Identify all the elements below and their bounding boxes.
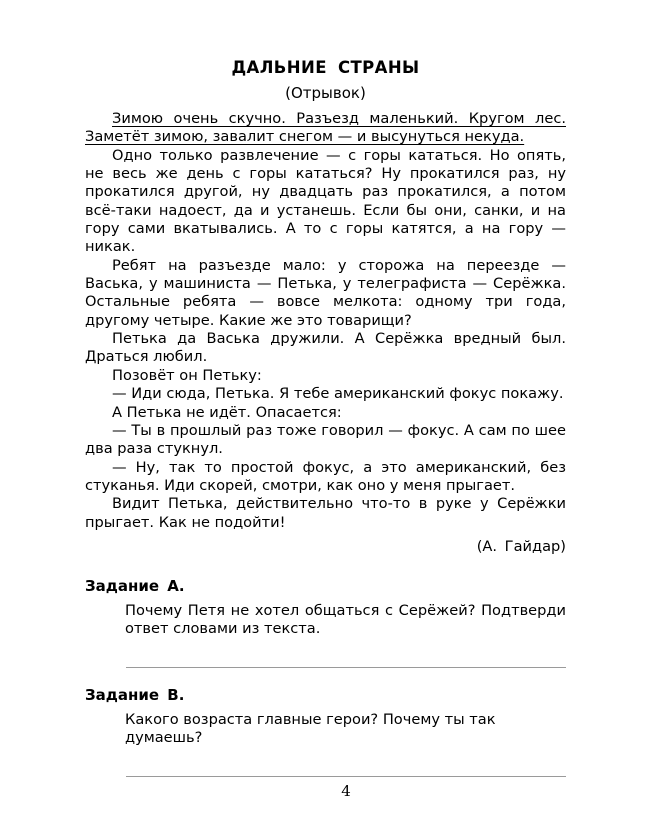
story-paragraph-7: А Петька не идёт. Опасается: [112,403,342,421]
story-paragraph-3: Ребят на разъезде мало: у сторожа на переезде — Васька, у машиниста — Петька, у телеграфиста — Серёжка. Остальные ребята — вовсе мелкота: одному три года, другому четыре. Какие же это товарищи? [85,256,566,329]
story-paragraph-1: Зимою очень скучно. Разъезд маленький. Кругом лес. Заметёт зимою, завалит снегом — и высунуться некуда. [85,110,566,146]
story-paragraph-8: — Ты в прошлый раз тоже говорил — фокус. А сам по шее два раза стукнул. [85,421,566,458]
story-paragraph-4: Петька да Васька дружили. А Серёжка вредный был. Драться любил. [85,330,566,366]
page-subtitle: (Отрывок) [285,84,366,102]
page-number: 4 [341,782,351,801]
story-paragraph-10: Видит Петька, действительно что-то в руке у Серёжки прыгает. Как не подойти! [85,495,566,531]
story-paragraph-6: — Иди сюда, Петька. Я тебе американский фокус покажу. [112,385,564,403]
author-attribution: (А. Гайдар) [476,537,566,555]
task-b-question: Какого возраста главные герои? Почему ты так думаешь? [125,710,496,746]
page-title: ДАЛЬНИЕ СТРАНЫ [231,58,420,77]
task-a-question: Почему Петя не хотел общаться с Серёжей? Подтверди ответ словами из текста. [125,601,566,637]
story-paragraph-9: — Ну, так то простой фокус, а это американский, без стуканья. Иди скорей, смотри, как оно у меня прыгает. [85,458,566,494]
task-b-heading: Задание В. [85,686,185,705]
story-paragraph-5: Позовёт он Петьку: [112,366,262,384]
task-a-heading: Задание А. [85,577,185,596]
story-paragraph-2: Одно только развлечение — с горы кататься. Но опять, не весь же день с горы кататься? Ну прокатился раз, ну прокатился другой, ну двадцать раз прокатился, а потом всё-таки надоест, да и устанешь. Если бы они, санки, и на гору сами вкатывались. А то с горы катятся, а на гору — никак. [85,146,566,256]
page-content [85,0,566,835]
